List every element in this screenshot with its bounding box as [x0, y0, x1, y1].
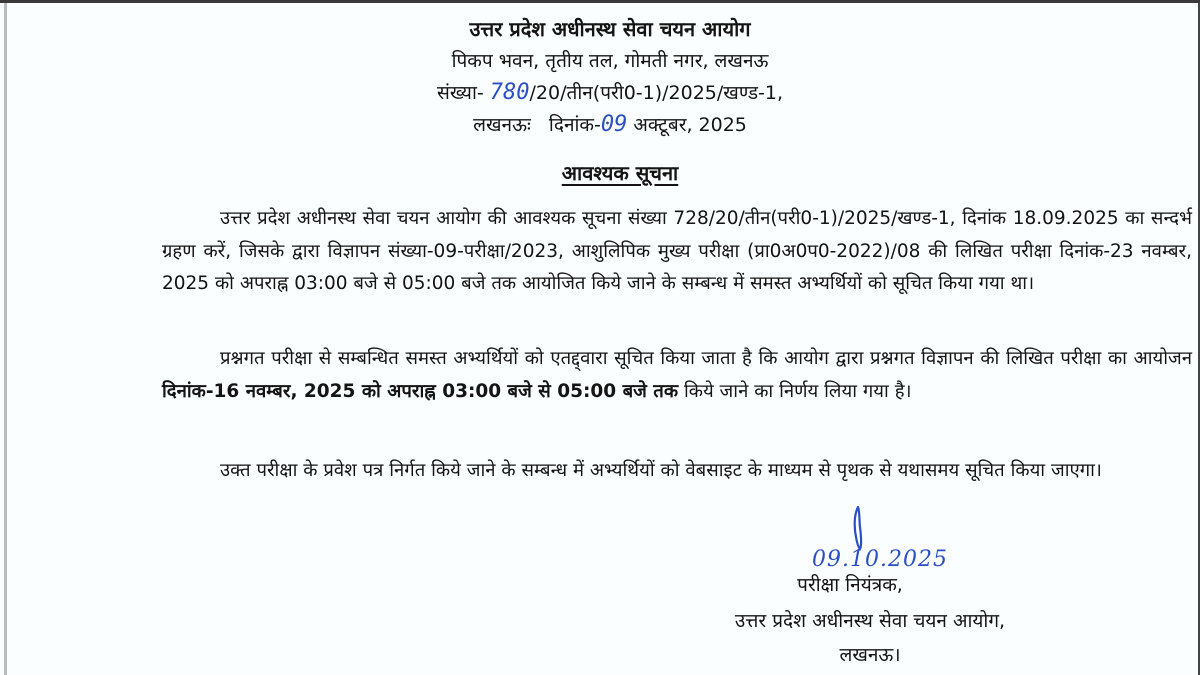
signatory-city: लखनऊ।: [839, 644, 901, 666]
handwritten-day: 09: [600, 112, 628, 137]
reference-suffix: /20/तीन(परी0-1)/2025/खण्ड-1,: [529, 82, 784, 104]
organization-title: उत्तर प्रदेश अधीनस्थ सेवा चयन आयोग: [469, 17, 751, 41]
paragraph-reschedule: [162, 343, 1192, 408]
reference-prefix: संख्या-: [436, 82, 490, 104]
date-prefix: लखनऊः दिनांक-: [473, 114, 601, 136]
reference-number-line: [300, 79, 920, 107]
handwritten-signature-date: 09.10.2025: [812, 547, 948, 572]
paragraph-text: किये जाने का निर्णय लिया गया है।: [678, 380, 912, 402]
paragraph-admit-card: उक्त परीक्षा के प्रवेश पत्र निर्गत किये जाने के सम्बन्ध में अभ्यर्थियों को वेबसाइट के माध्यम से पृथक से यथासमय सूचित किया जाएगा।: [220, 460, 1102, 481]
organization-address: पिकप भवन, तृतीय तल, गोमती नगर, लखनऊ: [451, 50, 769, 72]
signature-icon: [848, 505, 868, 553]
date-suffix: अक्टूबर, 2025: [627, 114, 747, 136]
signatory-designation: परीक्षा नियंत्रक,: [797, 574, 903, 596]
notice-heading-text: आवश्यक सूचना: [561, 161, 679, 185]
new-exam-date-bold: दिनांक-16 नवम्बर, 2025 को अपराह्न 03:00 बजे से 05:00 बजे तक: [162, 380, 679, 402]
date-line: [300, 111, 920, 139]
handwritten-reference-number: 780: [489, 80, 530, 105]
paragraph-text: प्रश्नगत परीक्षा से सम्बन्धित समस्त अभ्यर्थियों को एतद्द्वारा सूचित किया जाता है कि आयोग द्वारा प्रश्नगत विज्ञापन की लिखित परीक्षा का आयोजन: [220, 348, 1192, 369]
notice-heading: [500, 158, 740, 188]
paragraph-reference: उत्तर प्रदेश अधीनस्थ सेवा चयन आयोग की आवश्यक सूचना संख्या 728/20/तीन(परी0-1)/2025/खण्ड-1, दिनांक 18.09.2025 का सन्दर्भ ग्रहण करें, जिसके द्वारा विज्ञापन संख्या-09-परीक्षा/2023, आशुलिपिक मुख्य परीक्षा (प्रा0अ0प0-2022)/08 की लिखित परीक्षा दिनांक-23 नवम्बर, 2025 को अपराह्न 03:00 बजे से 05:00 बजे तक आयोजित किये जाने के सम्बन्ध में समस्त अभ्यर्थियों को सूचित किया गया था।: [162, 208, 1192, 294]
signatory-organization: उत्तर प्रदेश अधीनस्थ सेवा चयन आयोग,: [734, 610, 1006, 632]
